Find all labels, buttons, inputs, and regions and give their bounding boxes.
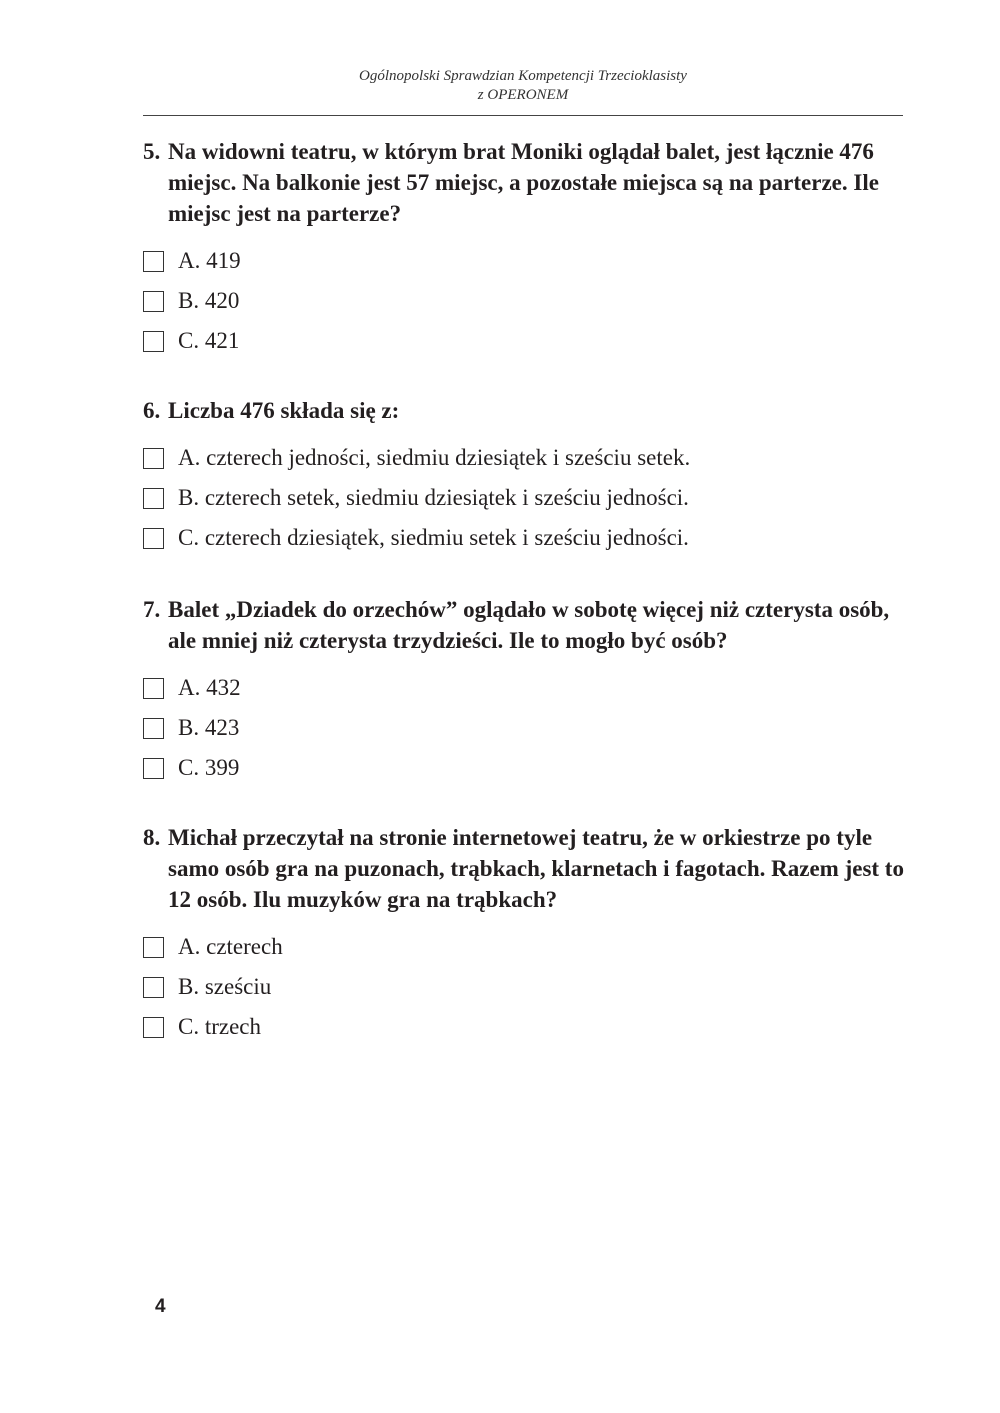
answer-label: B. 423 bbox=[178, 715, 240, 740]
checkbox[interactable] bbox=[143, 291, 164, 312]
answer-label: A. 432 bbox=[178, 675, 241, 700]
checkbox[interactable] bbox=[143, 718, 164, 739]
answer-option-c[interactable] bbox=[143, 1007, 913, 1047]
checkbox[interactable] bbox=[143, 678, 164, 699]
answer-label: C. trzech bbox=[178, 1014, 262, 1039]
answer-option-b[interactable] bbox=[143, 478, 913, 518]
question-number: 5. bbox=[143, 139, 161, 164]
answer-label: C. 421 bbox=[178, 328, 240, 353]
answer-options bbox=[143, 927, 913, 1047]
answer-option-a[interactable] bbox=[143, 668, 913, 708]
answer-label: B. czterech setek, siedmiu dziesiątek i sześciu jedności. bbox=[178, 485, 689, 510]
answer-options bbox=[143, 438, 913, 558]
question-number: 6. bbox=[143, 398, 161, 423]
answer-options bbox=[143, 668, 913, 788]
question-number: 8. bbox=[143, 825, 161, 850]
question-body: Michał przeczytał na stronie internetowej teatru, że w orkiestrze po tyle samo osób gra na puzonach, trąbkach, klarnetach i fagotach. Razem jest to 12 osób. Ilu muzyków gra na trąbkach? bbox=[168, 825, 904, 912]
page-header bbox=[143, 67, 903, 105]
question-body: Liczba 476 składa się z: bbox=[168, 398, 400, 423]
answer-option-b[interactable] bbox=[143, 708, 913, 748]
header-subtitle: z OPERONEM bbox=[477, 87, 569, 103]
answer-label: A. czterech bbox=[178, 934, 283, 959]
question-text bbox=[143, 594, 913, 656]
answer-option-c[interactable] bbox=[143, 321, 913, 361]
checkbox[interactable] bbox=[143, 251, 164, 272]
question-7 bbox=[143, 594, 913, 788]
page-number: 4 bbox=[155, 1296, 166, 1317]
checkbox[interactable] bbox=[143, 977, 164, 998]
question-6 bbox=[143, 395, 913, 558]
answer-label: B. sześciu bbox=[178, 974, 272, 999]
question-body: Na widowni teatru, w którym brat Moniki oglądał balet, jest łącznie 476 miejsc. Na balkonie jest 57 miejsc, a pozostałe miejsca są na parterze. Ile miejsc jest na parterze? bbox=[168, 139, 879, 226]
checkbox[interactable] bbox=[143, 488, 164, 509]
question-8 bbox=[143, 822, 913, 1047]
question-text bbox=[143, 822, 913, 915]
header-divider bbox=[143, 115, 903, 116]
checkbox[interactable] bbox=[143, 937, 164, 958]
answer-label: A. czterech jedności, siedmiu dziesiątek i sześciu setek. bbox=[178, 445, 691, 470]
answer-option-b[interactable] bbox=[143, 281, 913, 321]
answer-option-c[interactable] bbox=[143, 748, 913, 788]
question-number: 7. bbox=[143, 597, 161, 622]
answer-option-c[interactable] bbox=[143, 518, 913, 558]
answer-option-a[interactable] bbox=[143, 241, 913, 281]
checkbox[interactable] bbox=[143, 758, 164, 779]
answer-options bbox=[143, 241, 913, 361]
answer-label: C. czterech dziesiątek, siedmiu setek i sześciu jedności. bbox=[178, 525, 689, 550]
answer-option-a[interactable] bbox=[143, 438, 913, 478]
question-text bbox=[143, 395, 913, 426]
checkbox[interactable] bbox=[143, 1017, 164, 1038]
answer-option-b[interactable] bbox=[143, 967, 913, 1007]
question-text bbox=[143, 136, 913, 229]
header-title: Ogólnopolski Sprawdzian Kompetencji Trzecioklasisty bbox=[359, 68, 687, 84]
checkbox[interactable] bbox=[143, 448, 164, 469]
answer-label: A. 419 bbox=[178, 248, 241, 273]
answer-label: C. 399 bbox=[178, 755, 240, 780]
answer-option-a[interactable] bbox=[143, 927, 913, 967]
answer-label: B. 420 bbox=[178, 288, 240, 313]
checkbox[interactable] bbox=[143, 528, 164, 549]
question-5 bbox=[143, 136, 913, 361]
checkbox[interactable] bbox=[143, 331, 164, 352]
question-body: Balet „Dziadek do orzechów” oglądało w sobotę więcej niż czterysta osób, ale mniej niż czterysta trzydzieści. Ile to mogło być osób? bbox=[168, 597, 890, 653]
